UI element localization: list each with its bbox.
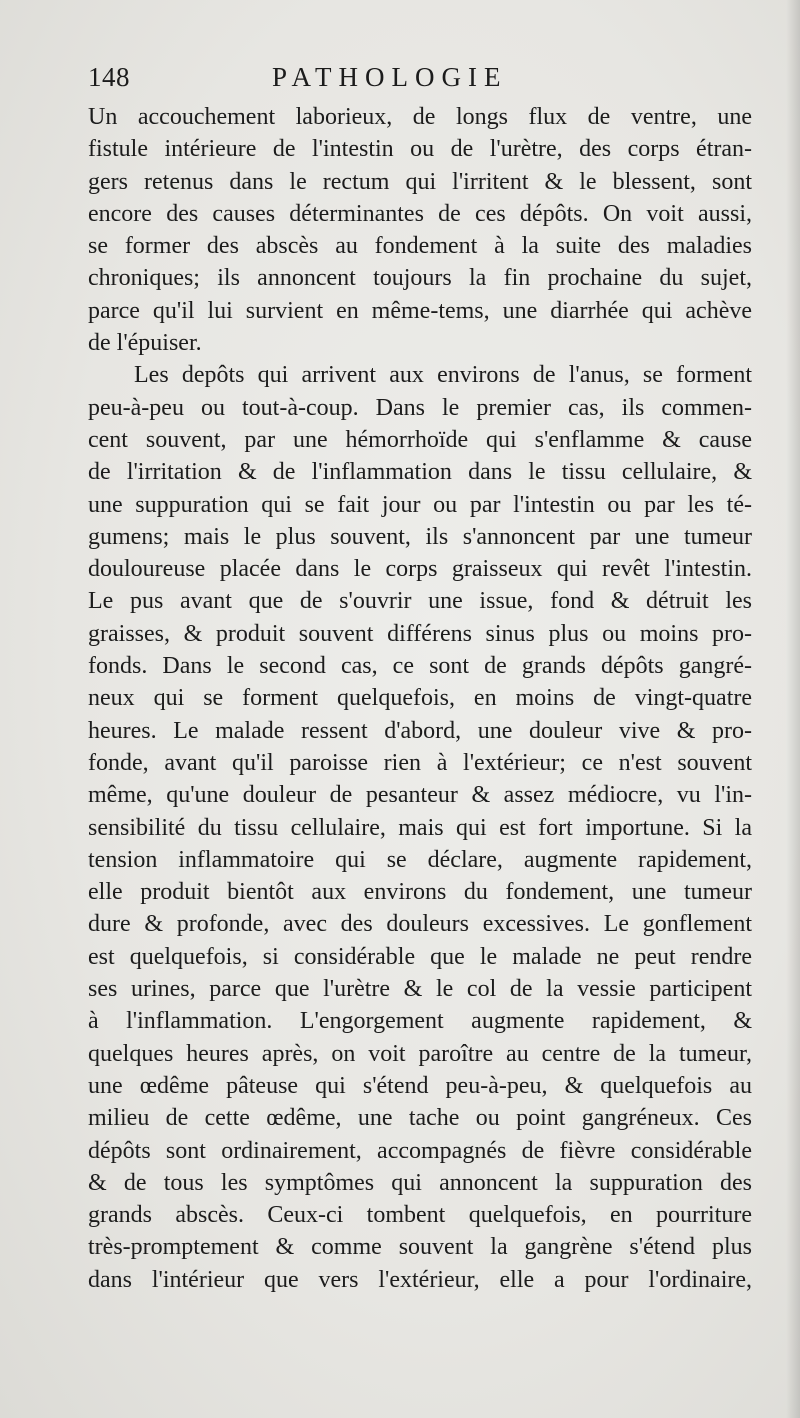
text-line: de l'épuiser. <box>88 330 202 357</box>
text-line: une œdême pâteuse qui s'étend peu-à-peu, & quelquefois au <box>88 1072 752 1099</box>
text-line: se former des abscès au fondement à la suite des maladies <box>88 233 752 260</box>
text-line: elle produit bientôt aux environs du fondement, une tumeur <box>88 879 752 906</box>
text-line: quelques heures après, on voit paroître au centre de la tumeur, <box>88 1040 752 1067</box>
text-line: dans l'intérieur que vers l'extérieur, elle a pour l'ordinaire, <box>88 1266 752 1293</box>
page-gutter-shadow <box>786 0 800 1418</box>
text-line: fistule intérieure de l'intestin ou de l'urètre, des corps étran- <box>88 136 752 163</box>
text-line: cent souvent, par une hémorrhoïde qui s'enflamme & cause <box>88 426 752 453</box>
text-line: gers retenus dans le rectum qui l'irritent & le blessent, sont <box>88 168 752 195</box>
text-line: très-promptement & comme souvent la gangrène s'étend plus <box>88 1234 752 1261</box>
text-line: milieu de cette œdême, une tache ou point gangréneux. Ces <box>88 1105 752 1132</box>
text-line: dure & profonde, avec des douleurs excessives. Le gonflement <box>88 911 752 938</box>
text-line: fonds. Dans le second cas, ce sont de grands dépôts gangré- <box>88 653 752 680</box>
text-line: Un accouchement laborieux, de longs flux de ventre, une <box>88 104 752 130</box>
text-line: chroniques; ils annoncent toujours la fin prochaine du sujet, <box>88 265 752 292</box>
text-line: parce qu'il lui survient en même-tems, une diarrhée qui achève <box>88 297 752 324</box>
paragraph-1 <box>88 101 752 359</box>
text-line: graisses, & produit souvent différens sinus plus ou moins pro- <box>88 620 752 647</box>
text-line: neux qui se forment quelquefois, en moins de vingt-quatre <box>88 685 752 712</box>
body-text <box>88 101 752 1296</box>
page-header <box>88 62 748 98</box>
text-line: heures. Le malade ressent d'abord, une douleur vive & pro- <box>88 717 752 744</box>
text-line: peu-à-peu ou tout-à-coup. Dans le premier cas, ils commen- <box>88 394 752 421</box>
text-line: encore des causes déterminantes de ces dépôts. On voit aussi, <box>88 200 752 227</box>
text-line: & de tous les symptômes qui annoncent la suppuration des <box>88 1169 752 1196</box>
text-line: une suppuration qui se fait jour ou par l'intestin ou par les té- <box>88 491 752 518</box>
running-title: PATHOLOGIE <box>272 62 508 92</box>
text-line: ses urines, parce que l'urètre & le col de la vessie participent <box>88 976 752 1003</box>
page-number: 148 <box>88 62 130 92</box>
text-line: sensibilité du tissu cellulaire, mais qui est fort importune. Si la <box>88 814 752 841</box>
text-line: même, qu'une douleur de pesanteur & assez médiocre, vu l'in- <box>88 782 752 809</box>
text-line: dépôts sont ordinairement, accompagnés de fièvre considérable <box>88 1137 752 1164</box>
text-line: fonde, avant qu'il paroisse rien à l'extérieur; ce n'est souvent <box>88 749 752 776</box>
paragraph-2 <box>88 359 752 1296</box>
text-line: Le pus avant que de s'ouvrir une issue, fond & détruit les <box>88 588 752 615</box>
text-line: grands abscès. Ceux-ci tombent quelquefois, en pourriture <box>88 1202 752 1229</box>
text-line: est quelquefois, si considérable que le malade ne peut rendre <box>88 943 752 970</box>
text-line: gumens; mais le plus souvent, ils s'annoncent par une tumeur <box>88 523 752 550</box>
text-line: de l'irritation & de l'inflammation dans le tissu cellulaire, & <box>88 459 752 486</box>
text-line: à l'inflammation. L'engorgement augmente rapidement, & <box>88 1008 752 1035</box>
text-line: douloureuse placée dans le corps graisseux qui revêt l'intestin. <box>88 556 752 583</box>
text-line: tension inflammatoire qui se déclare, augmente rapidement, <box>88 846 752 873</box>
text-line: Les depôts qui arrivent aux environs de l'anus, se forment <box>134 362 752 389</box>
